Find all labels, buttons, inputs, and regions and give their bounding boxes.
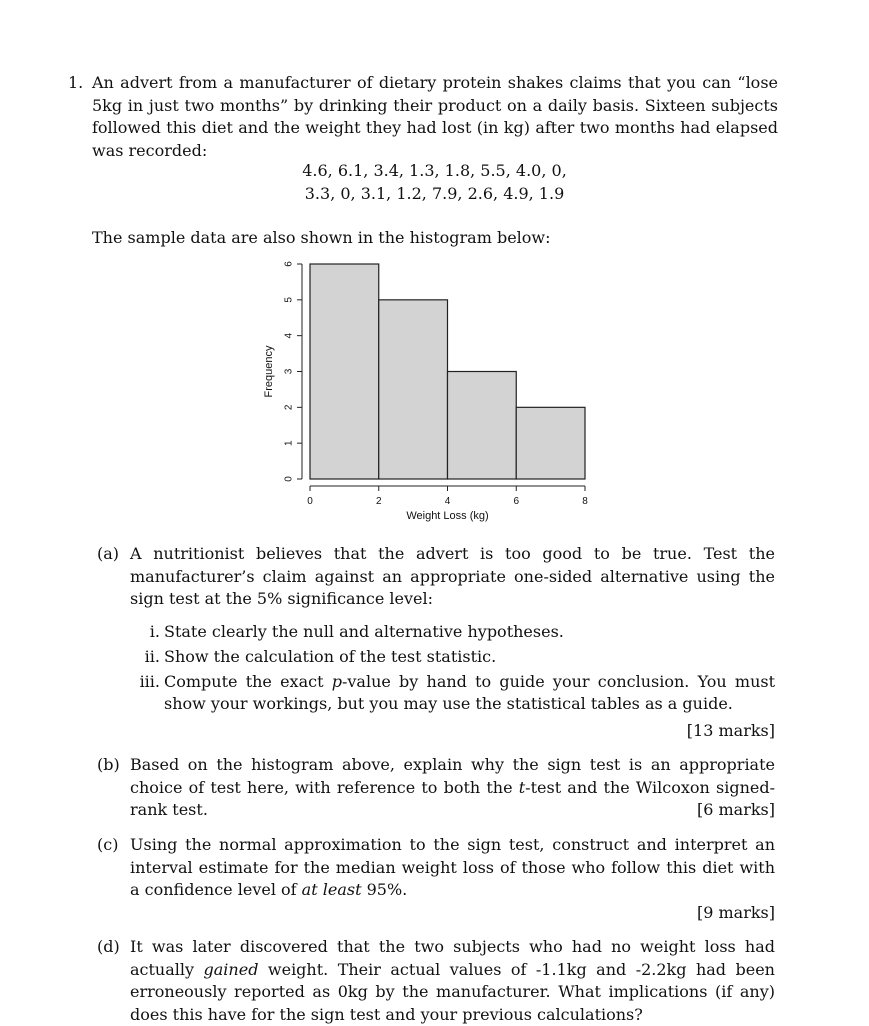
histogram-bar [379,300,448,479]
y-tick-label: 0 [283,476,295,482]
part-c-marks: [9 marks] [696,903,775,922]
x-tick-label: 8 [582,496,588,507]
histogram-intro: The sample data are also shown in the histogram below: [92,228,551,247]
part-a-sub-ii [130,646,775,668]
y-tick-label: 4 [283,332,295,339]
question-intro: An advert from a manufacturer of dietary protein shakes claims that you can “lose 5kg in just two months” by drinking their product on a daily basis. Sixteen subjects followed this diet and the weight they had lost (in kg) after two months had elapsed was recorded: [92,73,778,160]
y-axis-label: Frequency [263,345,275,398]
part-b-marks: [6 marks] [696,800,775,819]
histogram-bar [310,264,379,479]
part-c-label: (c) [97,835,119,854]
y-tick-label: 5 [283,297,295,303]
x-tick-label: 6 [513,496,520,507]
data-line-1: 4.6, 6.1, 3.4, 1.3, 1.8, 5.5, 4.0, 0, [302,161,567,180]
part-a-text: A nutritionist believes that the advert is too good to be true. Test the manufacturer’s claim against an appropriate one-sided alternative using the sign test at the 5% significance level: [130,544,775,608]
data-line-2: 3.3, 0, 3.1, 1.2, 7.9, 2.6, 4.9, 1.9 [304,184,565,203]
sub-iii-label: iii. [139,672,160,691]
part-a-label: (a) [97,544,120,563]
x-axis-label: Weight Loss (kg) [406,510,489,522]
histogram-chart [250,250,610,530]
part-d-text: It was later discovered that the two subjects who had no weight loss had actually gained weight. Their actual values of -1.1kg and -2.2kg had been erroneously reported as 0kg by the manufacturer. What implications (if any) does this have for the sign test and your previous calculations? [130,937,775,1024]
sub-iii-text: Compute the exact p-value by hand to guide your conclusion. You must show your workings, but you may use the statistical tables as a guide. [164,672,776,713]
part-a-marks: [13 marks] [686,721,775,740]
histogram-bar [516,407,585,479]
sub-i-label: i. [149,622,160,641]
x-tick-label: 2 [375,496,382,507]
part-d [97,936,775,1026]
part-b-text: Based on the histogram above, explain why the sign test is an appropriate choice of test here, with reference to both the t-test and the Wilcoxon signed-rank test. [130,755,775,819]
sub-ii-text: Show the calculation of the test statistic. [164,647,497,666]
part-a [97,543,775,611]
part-a-sub-i [130,621,775,643]
sub-i-text: State clearly the null and alternative hypotheses. [164,622,564,641]
part-c [97,834,775,902]
y-tick-label: 1 [283,440,295,446]
part-c-text: Using the normal approximation to the sign test, construct and interpret an interval estimate for the median weight loss of those who follow this diet with a confidence level of at least 95%. [130,835,775,899]
part-a-sub-iii [130,671,775,715]
part-b [97,754,775,822]
y-tick-label: 3 [283,368,295,375]
histogram-bar [448,372,517,480]
sub-ii-label: ii. [144,647,160,666]
part-d-label: (d) [97,937,120,956]
y-tick-label: 2 [283,404,295,411]
x-tick-label: 4 [444,496,451,507]
question-1 [68,72,778,162]
x-tick-label: 0 [307,496,313,507]
y-tick-label: 6 [283,261,295,267]
part-b-label: (b) [97,755,120,774]
question-number: 1. [68,73,84,92]
